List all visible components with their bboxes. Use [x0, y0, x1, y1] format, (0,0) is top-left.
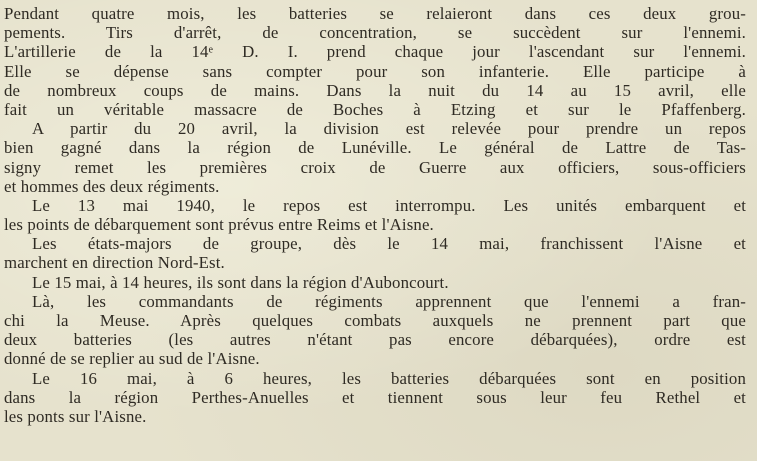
text-line: Le 13 mai 1940, le repos est interrompu. Les unités embarquent et	[32, 195, 746, 215]
text-line: L'artillerie de la 14ᵉ D. I. prend chaque jour l'ascendant sur l'ennemi.	[4, 42, 746, 62]
text-line: A partir du 20 avril, la division est relevée pour prendre un repos	[32, 119, 746, 139]
text-line: fait un véritable massacre de Boches à Etzing et sur le Pfaffenberg.	[4, 99, 746, 119]
text-line: deux batteries (les autres n'étant pas encore débarquées), ordre est	[4, 330, 746, 350]
paragraph	[4, 292, 746, 369]
text-line: donné de se replier au sud de l'Aisne.	[4, 349, 260, 369]
paragraph	[4, 234, 746, 272]
text-line: Pendant quatre mois, les batteries se relaieront dans ces deux grou-	[4, 4, 746, 23]
text-line: les points de débarquement sont prévus entre Reims et l'Aisne.	[4, 215, 434, 235]
text-line: signy remet les premières croix de Guerre aux officiers, sous-officiers	[4, 157, 746, 177]
text-line: bien gagné dans la région de Lunéville. Le général de Lattre de Tas-	[4, 138, 746, 158]
text-line: Elle se dépense sans compter pour son infanterie. Elle participe à	[4, 61, 746, 81]
text-line: Le 16 mai, à 6 heures, les batteries débarquées sont en position	[32, 368, 746, 388]
paragraph	[4, 369, 746, 427]
text-line: pements. Tirs d'arrêt, de concentration, se succèdent sur l'ennemi.	[4, 23, 746, 43]
paragraph	[4, 273, 746, 292]
paragraph	[4, 196, 746, 234]
text-line: les ponts sur l'Aisne.	[4, 406, 147, 426]
text-line: Les états-majors de groupe, dès le 14 mai, franchissent l'Aisne et	[32, 234, 746, 254]
paragraph	[4, 119, 746, 196]
text-line: chi la Meuse. Après quelques combats auxquels ne prennent part que	[4, 311, 746, 330]
text-line: et hommes des deux régiments.	[4, 176, 220, 196]
body-text	[4, 4, 746, 426]
text-line: de nombreux coups de mains. Dans la nuit du 14 au 15 avril, elle	[4, 80, 746, 100]
text-line: Le 15 mai, à 14 heures, ils sont dans la région d'Auboncourt.	[32, 272, 449, 292]
paragraph	[4, 4, 746, 119]
text-line: Là, les commandants de régiments apprennent que l'ennemi a fran-	[32, 291, 746, 311]
text-line: dans la région Perthes-Anuelles et tiennent sous leur feu Rethel et	[4, 387, 746, 407]
text-line: marchent en direction Nord-Est.	[4, 253, 225, 273]
